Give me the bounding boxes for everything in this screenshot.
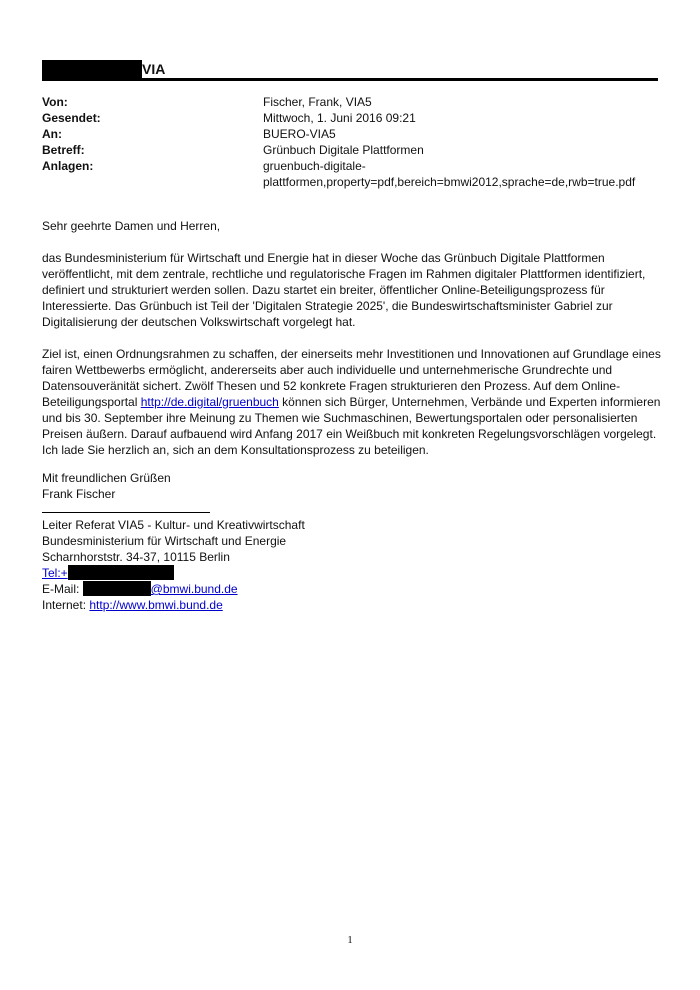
email-metadata bbox=[42, 94, 658, 190]
attachment-filename-line2: plattformen,property=pdf,bereich=bmwi2012,sprache=de,rwb=true.pdf bbox=[263, 175, 636, 189]
closing-salutation: Mit freundlichen Grüßen bbox=[42, 471, 171, 485]
signature-internet bbox=[42, 597, 442, 613]
meta-row-from bbox=[42, 94, 658, 110]
header-title: VIA bbox=[142, 61, 166, 77]
greeting: Sehr geehrte Damen und Herren, bbox=[42, 219, 221, 233]
attachment-filename[interactable] bbox=[263, 158, 658, 190]
page-number: 1 bbox=[347, 934, 353, 946]
email-closing bbox=[42, 470, 342, 502]
email-signature bbox=[42, 517, 442, 613]
meta-label: Betreff: bbox=[42, 143, 85, 157]
meta-row-attachments bbox=[42, 158, 658, 190]
signature-ministry: Bundesministerium für Wirtschaft und Energie bbox=[42, 534, 287, 548]
signature-email bbox=[42, 581, 442, 597]
header-divider bbox=[42, 78, 658, 81]
redaction-bar bbox=[83, 581, 151, 596]
email-header bbox=[42, 60, 658, 80]
email-body bbox=[42, 218, 662, 474]
internet-label: Internet: bbox=[42, 598, 90, 612]
website-link[interactable]: http://www.bmwi.bund.de bbox=[89, 598, 223, 612]
meta-row-sent bbox=[42, 110, 658, 126]
meta-label: An: bbox=[42, 127, 62, 141]
meta-value-to: BUERO-VIA5 bbox=[263, 127, 336, 141]
meta-row-to bbox=[42, 126, 658, 142]
meta-row-subject bbox=[42, 142, 658, 158]
meta-value-subject: Grünbuch Digitale Plattformen bbox=[263, 143, 424, 157]
signature-address: Scharnhorststr. 34-37, 10115 Berlin bbox=[42, 550, 230, 564]
signature-divider bbox=[42, 512, 210, 513]
paragraph-text: Ziel ist, einen Ordnungsrahmen zu schaffen, der einerseits mehr Investitionen und Innovationen auf Grundlage eines fairen Wettbewerbs ermöglicht, andererseits aber auch individuelle und unternehmerische Grundrechte und Datensouveränität sichert. Zwölf Thesen und 52 konkrete Fragen strukturieren den Prozess. Auf dem Online-Beteiligungsportal bbox=[42, 347, 661, 409]
signature-title: Leiter Referat VIA5 - Kultur- und Kreativwirtschaft bbox=[42, 518, 305, 532]
email-link[interactable]: @bmwi.bund.de bbox=[150, 582, 238, 596]
meta-label: Von: bbox=[42, 95, 68, 109]
redaction-bar bbox=[68, 565, 174, 580]
signature-phone bbox=[42, 565, 442, 581]
meta-value-from: Fischer, Frank, VIA5 bbox=[263, 95, 372, 109]
meta-value-sent: Mittwoch, 1. Juni 2016 09:21 bbox=[263, 111, 416, 125]
redaction-bar bbox=[42, 60, 142, 78]
phone-link[interactable]: Tel:+ bbox=[42, 566, 68, 580]
gruenbuch-link[interactable]: http://de.digital/gruenbuch bbox=[140, 395, 279, 409]
body-paragraph-1: das Bundesministerium für Wirtschaft und Energie hat in dieser Woche das Grünbuch Digitale Plattformen veröffentlicht, mit dem zentrale, rechtliche und regulatorische Fragen im Rahmen digitaler Plattformen identifiziert, definiert und strukturiert werden sollen. Dazu startet ein breiter, öffentlicher Online-Beteiligungsprozess für Interessierte. Das Grünbuch ist Teil der 'Digitalen Strategie 2025', die Bundeswirtschaftsminister Gabriel zur Digitalisierung der deutschen Volkswirtschaft vorgelegt hat. bbox=[42, 251, 646, 329]
sender-name: Frank Fischer bbox=[42, 487, 116, 501]
email-label: E-Mail: bbox=[42, 582, 83, 596]
meta-label: Gesendet: bbox=[42, 111, 101, 125]
meta-label: Anlagen: bbox=[42, 159, 94, 173]
body-paragraph-2 bbox=[42, 346, 662, 458]
attachment-filename-line1: gruenbuch-digitale- bbox=[263, 159, 366, 173]
paragraph-text: können sich Bürger, Unternehmen, Verbände und Experten informieren und bis 30. September ihre Meinung zu Themen wie Suchmaschinen, Bewertungsportalen oder personalisierten Preisen äußern. Darauf aufbauend wird Anfang 2017 ein Weißbuch mit konkreten Regelungsvorschlägen vorgelegt. Ich lade Sie herzlich an, sich an dem Konsultationsprozess zu beteiligen. bbox=[42, 395, 661, 457]
